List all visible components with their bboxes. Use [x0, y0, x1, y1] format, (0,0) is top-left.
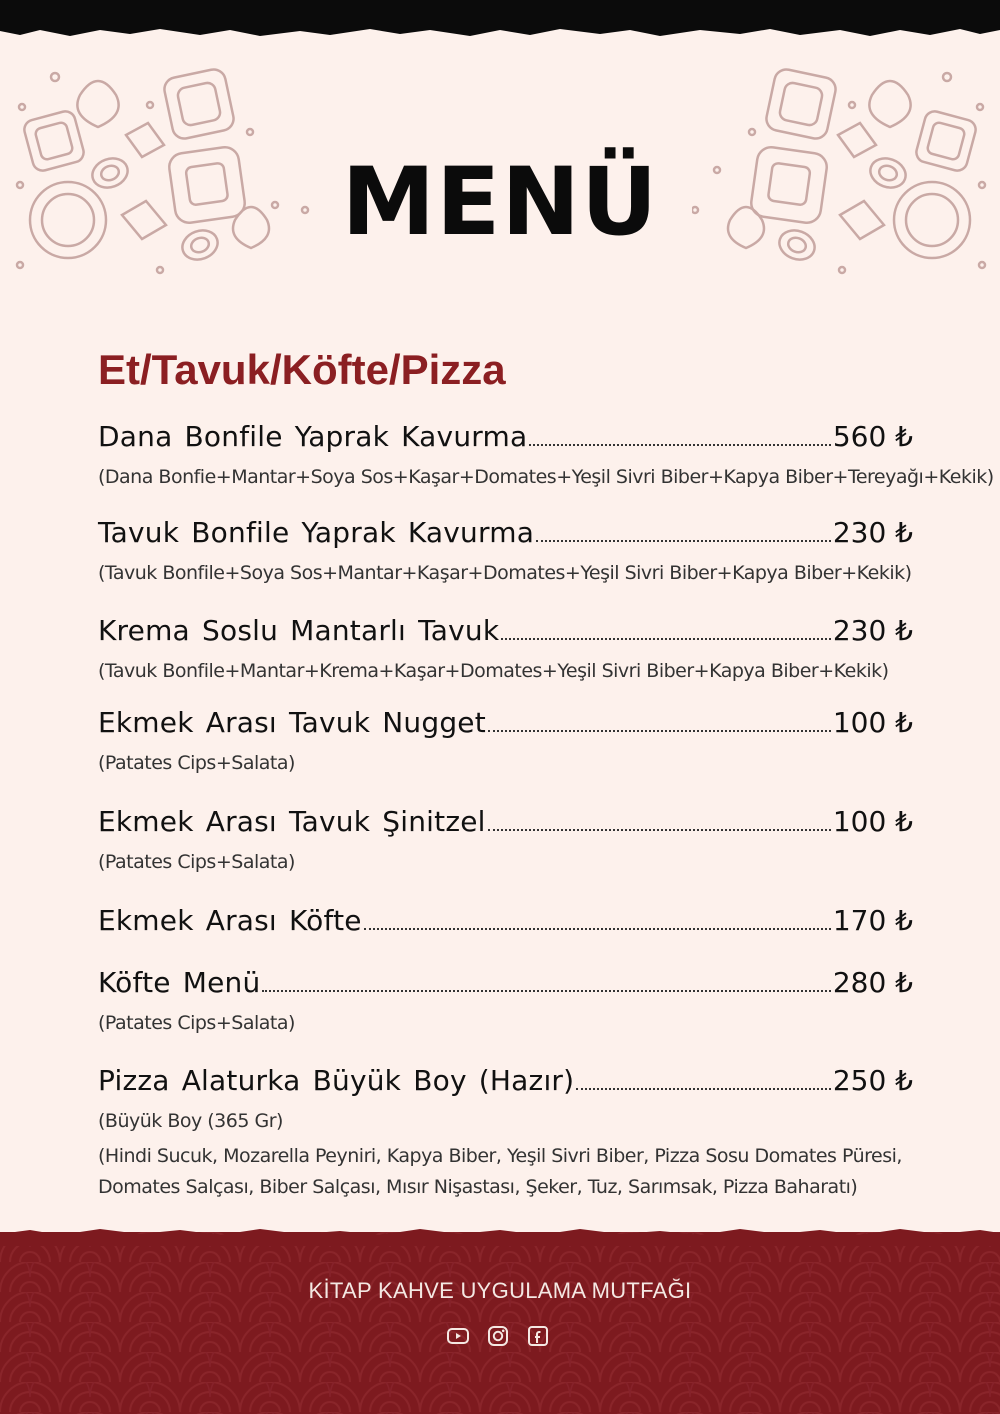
- item-name: Ekmek Arası Tavuk Şinitzel: [98, 805, 486, 838]
- item-price: 280 ₺: [832, 966, 913, 999]
- dot-leader: [262, 968, 830, 992]
- item-name: Dana Bonfile Yaprak Kavurma: [98, 420, 528, 453]
- social-links: [446, 1324, 556, 1350]
- menu-item: [98, 904, 948, 938]
- item-ingredients-line: Domates Salçası, Biber Salçası, Mısır Nişastası, Şeker, Tuz, Sarımsak, Pizza Baharatı): [98, 1176, 858, 1198]
- top-brush-band: [0, 0, 1000, 42]
- item-price: 100 ₺: [832, 805, 913, 838]
- facebook-icon[interactable]: [526, 1324, 550, 1348]
- dot-leader: [501, 616, 831, 640]
- youtube-icon[interactable]: [446, 1324, 470, 1348]
- dot-leader: [576, 1066, 831, 1090]
- item-name: Köfte Menü: [98, 966, 261, 999]
- section-title: Et/Tavuk/Köfte/Pizza: [98, 346, 506, 393]
- menu-item: [98, 1064, 948, 1203]
- item-description: (Patates Cips+Salata): [98, 851, 295, 873]
- dot-leader: [488, 807, 831, 831]
- dot-leader: [536, 518, 831, 542]
- item-price: 100 ₺: [832, 706, 913, 739]
- item-description: (Büyük Boy (365 Gr): [98, 1110, 283, 1132]
- footer-name: KİTAP KAHVE UYGULAMA MUTFAĞI: [308, 1278, 692, 1303]
- item-price: 560 ₺: [832, 420, 913, 453]
- item-description: (Tavuk Bonfile+Mantar+Krema+Kaşar+Domates+Yeşil Sivri Biber+Kapya Biber+Kekik): [98, 660, 889, 682]
- wave-pattern-icon: [0, 1232, 1000, 1414]
- menu-item: [98, 614, 948, 687]
- item-ingredients-line: (Hindi Sucuk, Mozarella Peyniri, Kapya Biber, Yeşil Sivri Biber, Pizza Sosu Domates Püresi,: [98, 1145, 902, 1167]
- menu-item: [98, 516, 948, 589]
- item-name: Krema Soslu Mantarlı Tavuk: [98, 614, 500, 647]
- item-name: Tavuk Bonfile Yaprak Kavurma: [98, 516, 535, 549]
- item-description: (Patates Cips+Salata): [98, 752, 295, 774]
- menu-item: [98, 706, 948, 779]
- dot-leader: [529, 422, 831, 446]
- item-name: Ekmek Arası Köfte: [98, 904, 362, 937]
- footer-brush-edge: [0, 1222, 1000, 1246]
- item-price: 230 ₺: [832, 614, 913, 647]
- item-name: Ekmek Arası Tavuk Nugget: [98, 706, 486, 739]
- item-price: 230 ₺: [832, 516, 913, 549]
- menu-item: [98, 420, 994, 493]
- item-description: (Patates Cips+Salata): [98, 1012, 295, 1034]
- dot-leader: [488, 708, 831, 732]
- item-description: (Tavuk Bonfile+Soya Sos+Mantar+Kaşar+Domates+Yeşil Sivri Biber+Kapya Biber+Kekik): [98, 562, 912, 584]
- menu-item: [98, 966, 948, 1039]
- item-name: Pizza Alaturka Büyük Boy (Hazır): [98, 1064, 575, 1097]
- item-price: 250 ₺: [832, 1064, 913, 1097]
- menu-item: [98, 805, 948, 878]
- page-title: MENÜ: [341, 148, 659, 257]
- instagram-icon[interactable]: [486, 1324, 510, 1348]
- item-description: (Dana Bonfie+Mantar+Soya Sos+Kaşar+Domates+Yeşil Sivri Biber+Kapya Biber+Tereyağı+Kekik): [98, 466, 994, 488]
- footer: [0, 1232, 1000, 1414]
- item-price: 170 ₺: [832, 904, 913, 937]
- dot-leader: [364, 906, 831, 930]
